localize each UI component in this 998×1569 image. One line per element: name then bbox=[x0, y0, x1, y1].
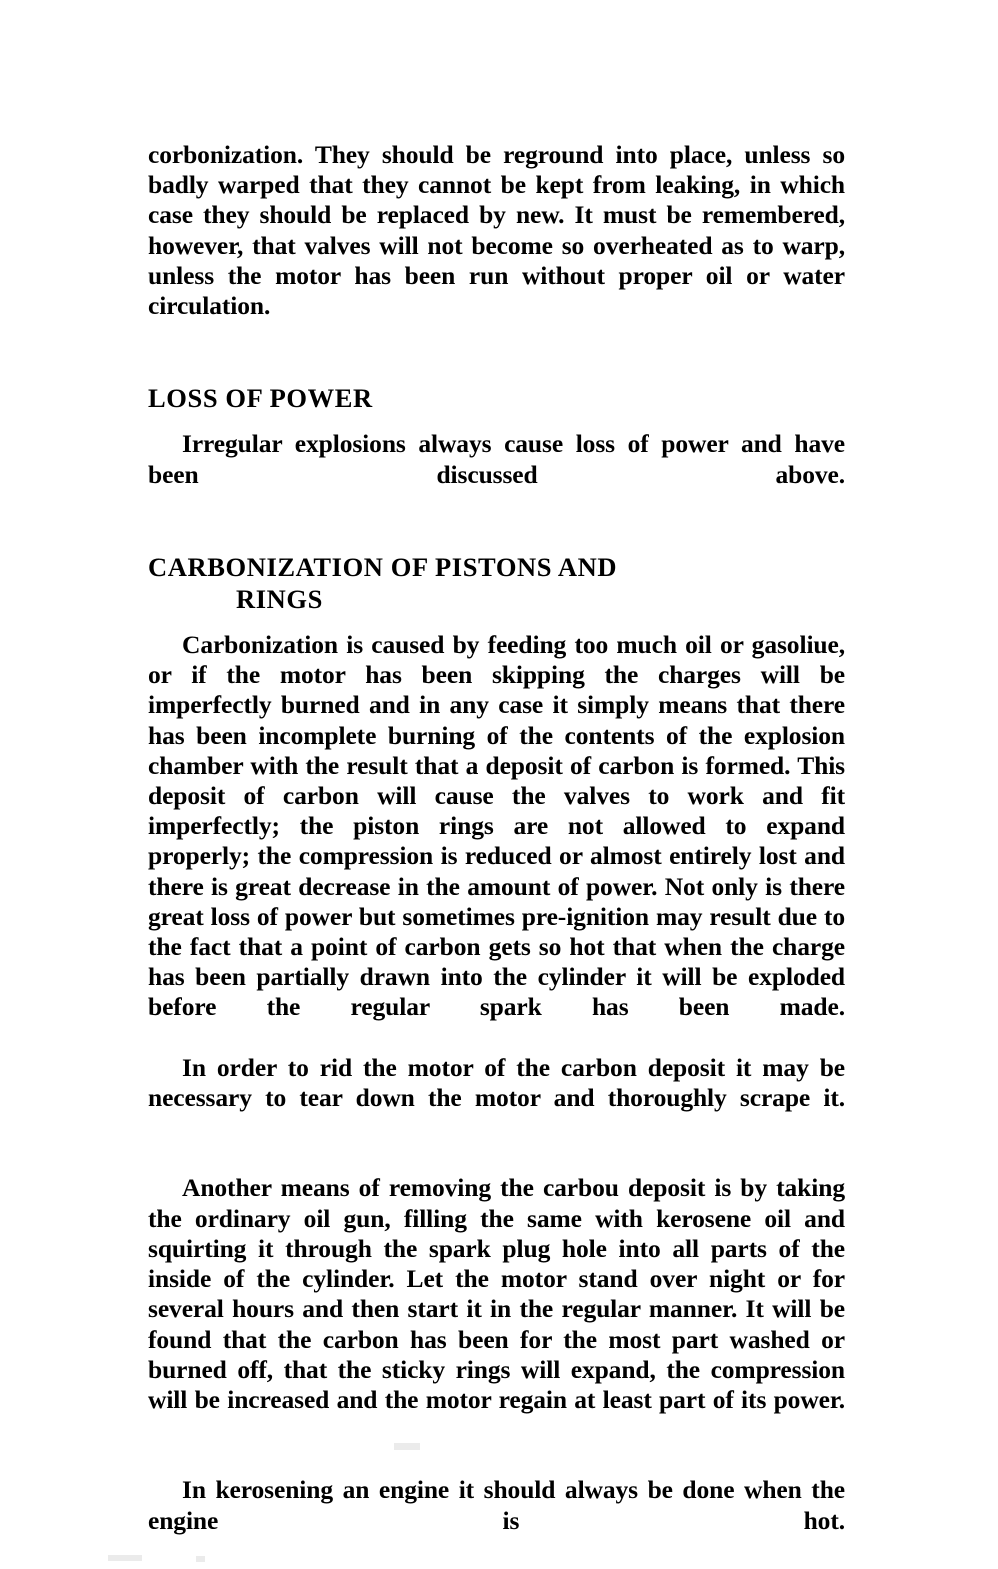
scan-speckle bbox=[394, 1443, 420, 1450]
paragraph-kerosening-when-hot: In kerosening an engine it should always be done when the engine is hot. bbox=[148, 1475, 845, 1535]
spacer bbox=[148, 1445, 845, 1475]
spacer bbox=[148, 1143, 845, 1173]
paragraph-carbonization-continuation: corbonization. They should be reground into place, unless so badly warped that they cannot be kept from leaking, in which case they should be replaced by new. It must be remembered, however, that valves will not become so overheated as to warp, unless the motor has been run without proper oil or water circulation. bbox=[148, 140, 845, 321]
spacer bbox=[148, 615, 845, 630]
heading-line-2: RINGS bbox=[236, 584, 323, 615]
scan-speckle bbox=[108, 1555, 142, 1561]
text-column bbox=[148, 140, 845, 1566]
heading-line-1: CARBONIZATION OF PISTONS AND bbox=[148, 552, 618, 583]
paragraph-carbonization-causes: Carbonization is caused by feeding too much oil or gasoliue, or if the motor has been skipping the charges will be imperfectly burned and in any case it simply means that there has been incomplete burning of the contents of the explosion chamber with the result that a deposit of carbon is formed. This deposit of carbon will cause the valves to work and fit imperfectly; the piston rings are not allowed to expand properly; the compression is reduced or almost entirely lost and there is great decrease in the amount of power. Not only is there great loss of power but sometimes pre-ignition may result due to the fact that a point of carbon gets so hot that when the charge has been partially drawn into the cylinder it will be exploded before the regular spark has been made. bbox=[148, 630, 845, 1022]
scan-speckle bbox=[196, 1556, 205, 1562]
paragraph-irregular-explosions: Irregular explosions always cause loss of power and have been discussed above. bbox=[148, 429, 845, 489]
spacer bbox=[148, 520, 845, 551]
paragraph-tear-down-motor: In order to rid the motor of the carbon deposit it may be necessary to tear down the motor and thoroughly scrape it. bbox=[148, 1052, 845, 1113]
spacer bbox=[148, 351, 845, 382]
heading-carbonization-of-pistons-and-rings bbox=[148, 551, 845, 615]
paragraph-oil-gun-kerosene: Another means of removing the carbou deposit is by taking the ordinary oil gun, filling the same with kerosene oil and squirting it through the spark plug hole into all parts of the inside of the cylinder. Let the motor stand over night or for several hours and then start it in the regular manner. It will be found that the carbon has been for the most part washed or burned off, that the sticky rings will expand, the compression will be increased and the motor regain at least part of its power. bbox=[148, 1173, 845, 1414]
heading-loss-of-power: LOSS OF POWER bbox=[148, 383, 373, 414]
spacer bbox=[148, 414, 845, 429]
